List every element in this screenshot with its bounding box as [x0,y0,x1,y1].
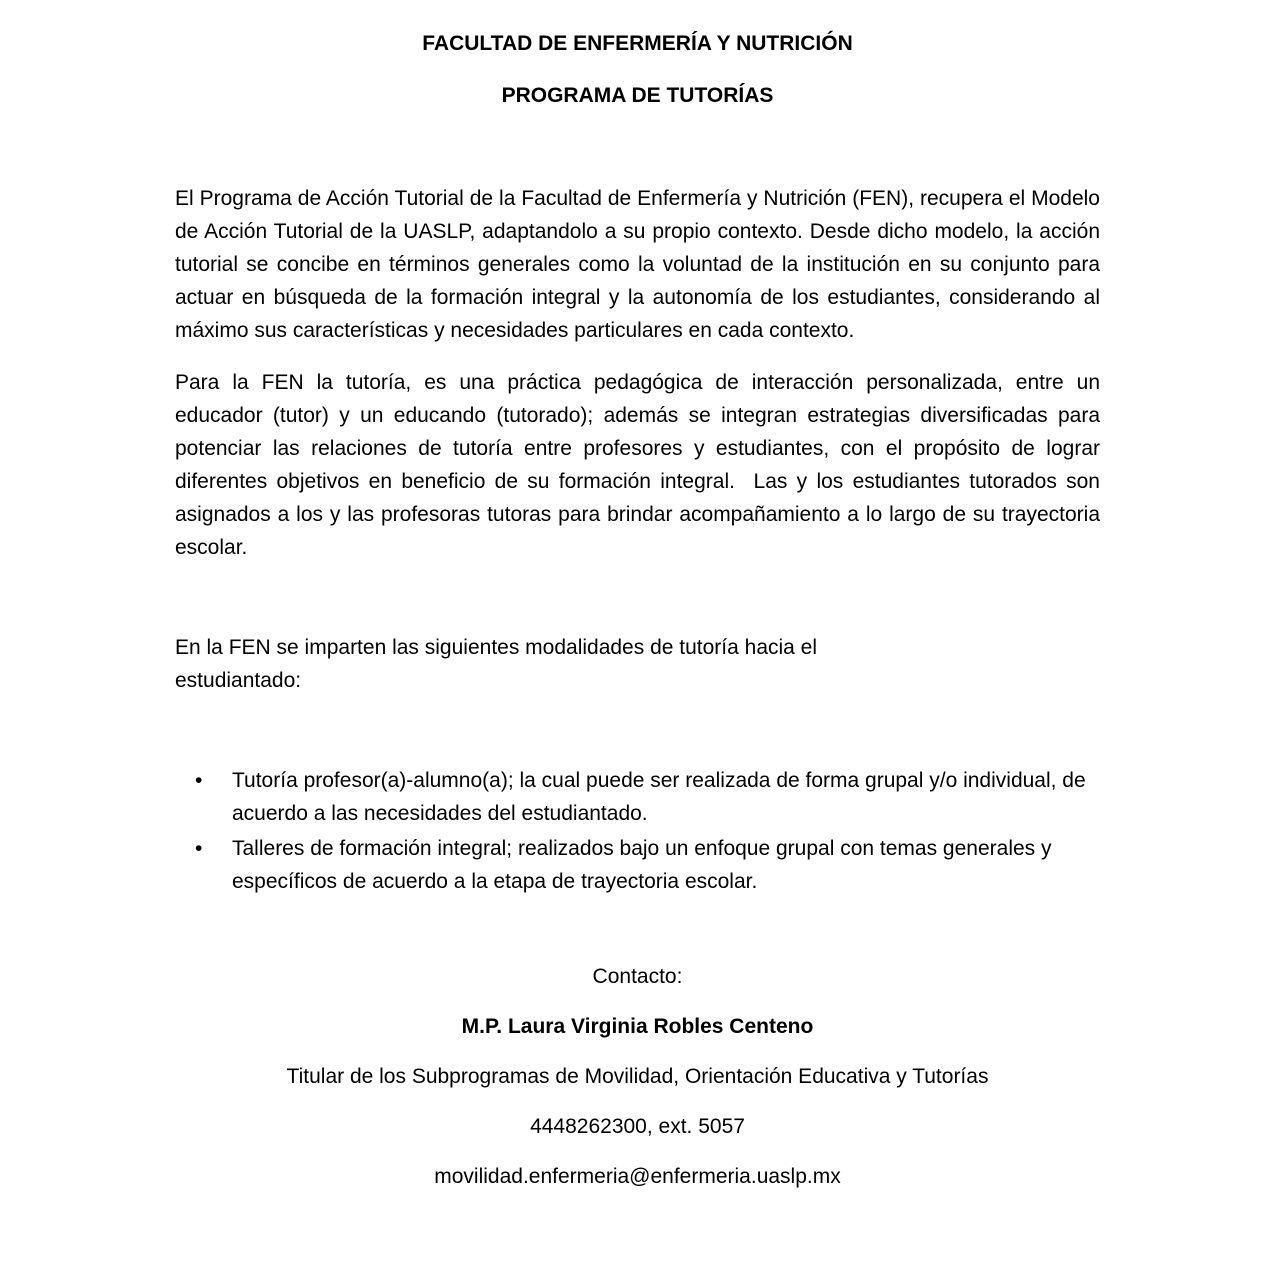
document-title-line1: FACULTAD DE ENFERMERÍA Y NUTRICIÓN [422,32,853,55]
contact-phone: 4448262300, ext. 5057 [530,1115,745,1138]
contact-name: M.P. Laura Virginia Robles Centeno [461,1015,814,1038]
bullet-marker-icon: • [195,769,203,792]
contact-section [175,960,1100,1193]
modalities-bullet-list [175,764,1100,898]
contact-label: Contacto: [592,965,683,988]
paragraph-program-description: El Programa de Acción Tutorial de la Facultad de Enfermería y Nutrición (FEN), recupera el Modelo de Acción Tutorial de la UASLP, adaptandolo a su propio contexto. Desde dicho modelo, la acción tutorial se concibe en términos generales como la voluntad de la institución en su conjunto para actuar en búsqueda de la formación integral y la autonomía de los estudiantes, considerando al máximo sus características y necesidades particulares en cada contexto. [175,187,1100,342]
paragraph-tutoring-definition: Para la FEN la tutoría, es una práctica pedagógica de interacción personalizada, entre un educador (tutor) y un educando (tutorado); además se integran estrategias diversificadas para potenciar las relaciones de tutoría entre profesores y estudiantes, con el propósito de lograr diferentes objetivos en beneficio de su formación integral. Las y los estudiantes tutorados son asignados a los y las profesoras tutoras para brindar acompañamiento a lo largo de su trayectoria escolar. [175,371,1100,559]
contact-email: movilidad.enfermeria@enfermeria.uaslp.mx [434,1165,841,1188]
bullet-item-tutoria [195,764,1100,830]
modalities-intro-line1: En la FEN se imparten las siguientes modalidades de tutoría hacia el [175,636,818,659]
bullet-item-tutoria-text: Tutoría profesor(a)-alumno(a); la cual puede ser realizada de forma grupal y/o individual, de acuerdo a las necesidades del estudiantado. [232,769,1086,825]
contact-role: Titular de los Subprogramas de Movilidad, Orientación Educativa y Tutorías [286,1065,989,1088]
bullet-marker-icon: • [195,837,203,860]
modalities-intro-line2: estudiantado: [175,669,302,692]
bullet-item-talleres-text: Talleres de formación integral; realizados bajo un enfoque grupal con temas generales y específicos de acuerdo a la etapa de trayectoria escolar. [232,837,1052,893]
modalities-intro [175,631,1100,697]
bullet-item-talleres [195,832,1100,898]
document-title-line2: PROGRAMA DE TUTORÍAS [501,84,774,107]
